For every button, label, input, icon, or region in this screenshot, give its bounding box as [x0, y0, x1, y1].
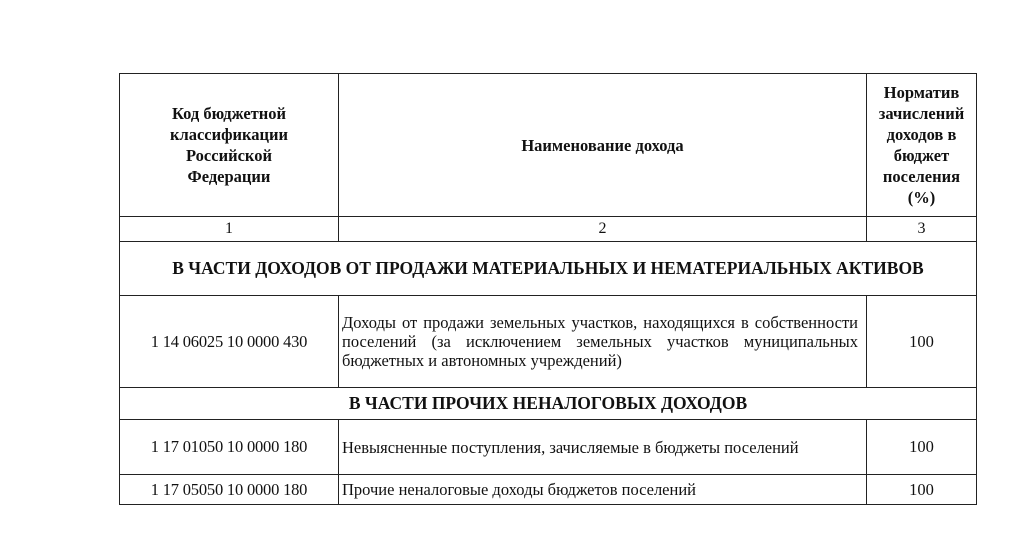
column-number: 2 [339, 217, 867, 242]
header-name: Наименование дохода [339, 74, 867, 217]
section-title: В ЧАСТИ ДОХОДОВ ОТ ПРОДАЖИ МАТЕРИАЛЬНЫХ И НЕМАТЕРИАЛЬНЫХ АКТИВОВ [120, 242, 977, 296]
norm-cell: 100 [867, 475, 977, 505]
column-number: 3 [867, 217, 977, 242]
section-title: В ЧАСТИ ПРОЧИХ НЕНАЛОГОВЫХ ДОХОДОВ [120, 388, 977, 420]
budget-code-cell: 1 14 06025 10 0000 430 [120, 296, 339, 388]
column-number: 1 [120, 217, 339, 242]
section-row [120, 242, 977, 296]
table-row [120, 475, 977, 505]
header-code: Код бюджетной классификации Российской Федерации [120, 74, 339, 217]
header-row [120, 74, 977, 217]
budget-code-cell: 1 17 01050 10 0000 180 [120, 420, 339, 475]
income-name-cell: Прочие неналоговые доходы бюджетов поселений [339, 475, 867, 505]
norm-cell: 100 [867, 296, 977, 388]
section-row [120, 388, 977, 420]
header-norm: Норматив зачислений доходов в бюджет поселения (%) [867, 74, 977, 217]
budget-code-cell: 1 17 05050 10 0000 180 [120, 475, 339, 505]
table-row [120, 420, 977, 475]
table-row [120, 296, 977, 388]
income-standards-table [119, 73, 977, 505]
income-name-cell: Невыясненные поступления, зачисляемые в бюджеты поселений [339, 420, 867, 475]
income-name-cell: Доходы от продажи земельных участков, находящихся в собственности поселений (за исключением земельных участков муниципальных бюджетных и автономных учреждений) [339, 296, 867, 388]
norm-cell: 100 [867, 420, 977, 475]
column-numbers-row [120, 217, 977, 242]
